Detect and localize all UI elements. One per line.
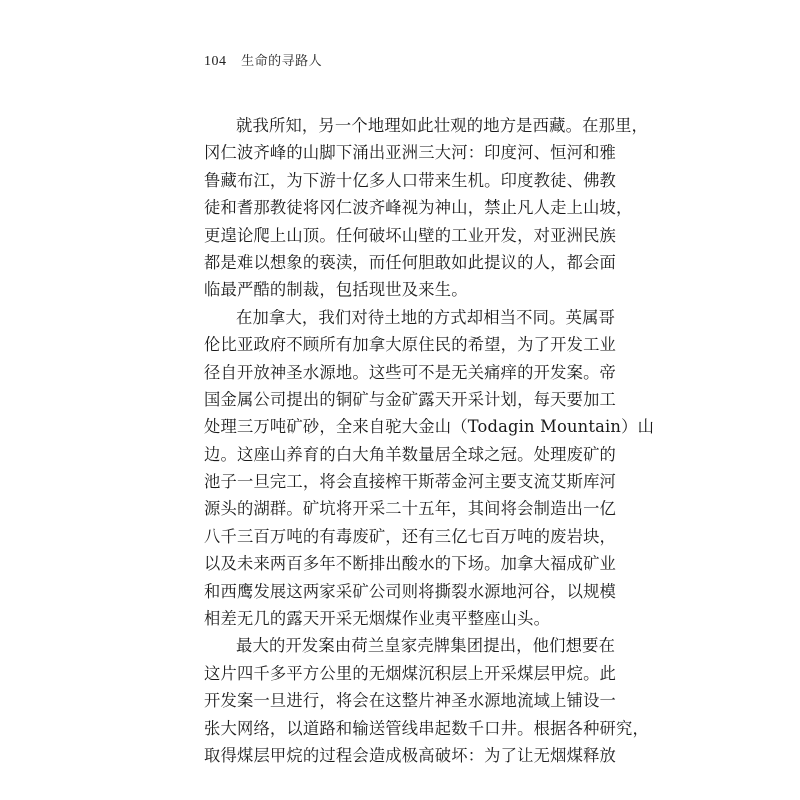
text-line: 池子一旦完工，将会直接榨干斯蒂金河主要支流艾斯库河 xyxy=(204,472,617,492)
book-page xyxy=(118,0,680,800)
book-title: 生命的寻路人 xyxy=(241,54,323,69)
text-line: 源头的湖群。矿坑将开采二十五年，其间将会制造出一亿 xyxy=(204,499,617,519)
running-header xyxy=(204,50,322,70)
text-line: 鲁藏布江，为下游十亿多人口带来生机。印度教徒、佛教 xyxy=(204,170,617,190)
text-line: 在加拿大，我们对待土地的方式却相当不同。英属哥 xyxy=(236,307,616,327)
page-number: 104 xyxy=(204,54,227,69)
text-line: 徒和耆那教徒将冈仁波齐峰视为神山，禁止凡人走上山坡， xyxy=(204,198,633,218)
text-line: 都是难以想象的亵渎，而任何胆敢如此提议的人，都会面 xyxy=(204,252,617,272)
text-line: 冈仁波齐峰的山脚下涌出亚洲三大河：印度河、恒河和雅 xyxy=(204,143,617,163)
text-line: 径自开放神圣水源地。这些可不是无关痛痒的开发案。帝 xyxy=(204,362,617,382)
text-line: 张大网络，以道路和输送管线串起数千口井。根据各种研究， xyxy=(204,718,649,738)
text-line: 处理三万吨矿砂，全来自驼大金山（Todagin Mountain）山 xyxy=(204,417,655,437)
text-line: 以及未来两百多年不断排出酸水的下场。加拿大福成矿业 xyxy=(204,554,617,574)
page-body xyxy=(204,112,655,769)
text-line: 边。这座山养育的白大角羊数量居全球之冠。处理废矿的 xyxy=(204,444,617,464)
text-line: 国金属公司提出的铜矿与金矿露天开采计划，每天要加工 xyxy=(204,389,617,409)
text-line: 相差无几的露天开采无烟煤作业夷平整座山头。 xyxy=(204,609,551,629)
text-line: 伦比亚政府不顾所有加拿大原住民的希望，为了开发工业 xyxy=(204,335,617,355)
text-line: 就我所知，另一个地理如此壮观的地方是西藏。在那里， xyxy=(236,116,649,135)
text-line: 和西鹰发展这两家采矿公司则将撕裂水源地河谷，以规模 xyxy=(204,581,617,601)
text-line: 取得煤层甲烷的过程会造成极高破坏：为了让无烟煤释放 xyxy=(204,745,617,765)
text-line: 开发案一旦进行，将会在这整片神圣水源地流域上铺设一 xyxy=(204,691,617,711)
text-line: 八千三百万吨的有毒废矿，还有三亿七百万吨的废岩块， xyxy=(204,526,617,546)
text-line: 临最严酷的制裁，包括现世及来生。 xyxy=(204,280,468,300)
text-line: 这片四千多平方公里的无烟煤沉积层上开采煤层甲烷。此 xyxy=(204,663,617,683)
text-line: 更遑论爬上山顶。任何破坏山壁的工业开发，对亚洲民族 xyxy=(204,225,617,245)
text-line: 最大的开发案由荷兰皇家壳牌集团提出，他们想要在 xyxy=(236,636,616,656)
